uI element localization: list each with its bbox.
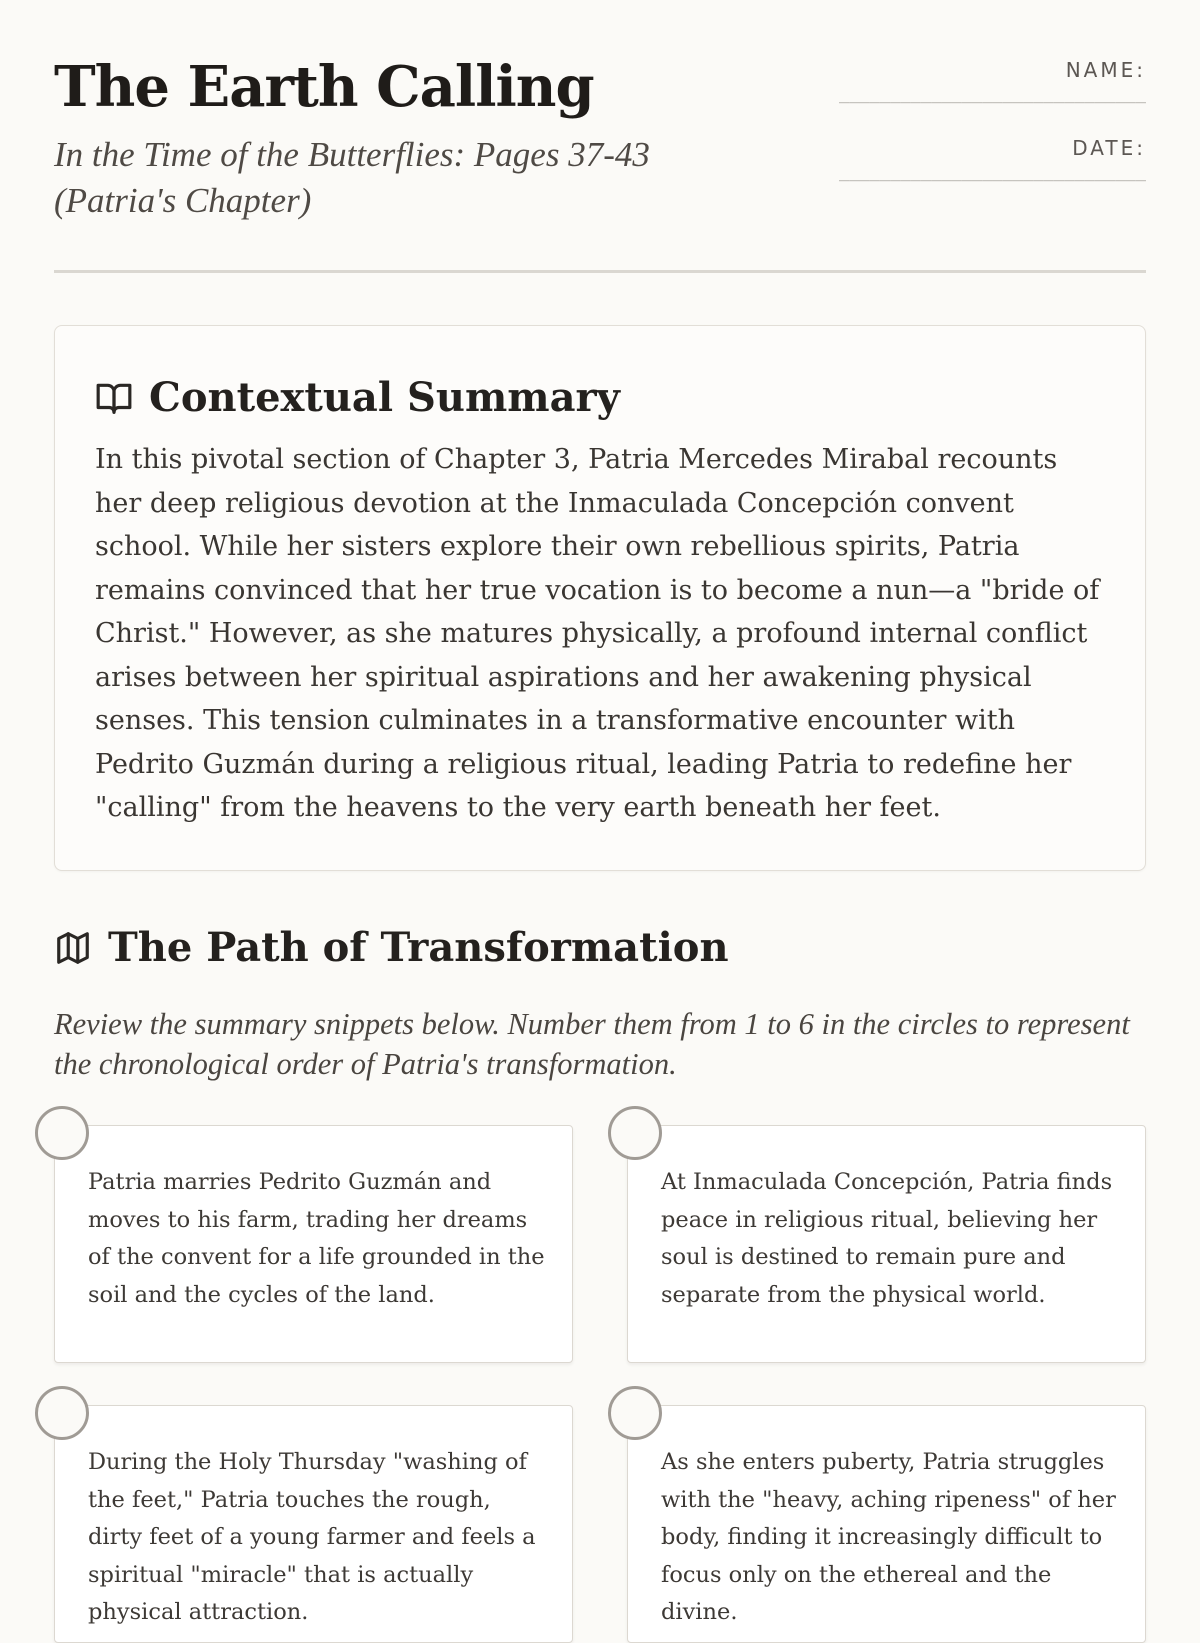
name-field[interactable]: ______________________________: [838, 84, 1146, 104]
worksheet-header: [54, 54, 1146, 273]
date-label: DATE:: [1072, 136, 1146, 160]
summary-card: [54, 325, 1146, 871]
number-circle[interactable]: [35, 1386, 89, 1440]
path-heading-text: The Path of Transformation: [108, 924, 729, 971]
instructions: Review the summary snippets below. Number them from 1 to 6 in the circles to represent the chronological order of Patria's transformation.: [54, 1007, 1130, 1081]
snippet-card: [54, 1125, 573, 1363]
summary-text: In this pivotal section of Chapter 3, Patria Mercedes Mirabal recounts her deep religious devotion at the Inmaculada Concepción convent school. While her sisters explore their own rebellious spirits, Patria remains convinced that her true vocation is to become a nun—a "bride of Christ." However, as she matures physically, a profound internal conflict arises between her spiritual aspirations and her awakening physical senses. This tension culminates in a transformative encounter with Pedrito Guzmán during a religious ritual, leading Patria to redefine her "calling" from the heavens to the very earth beneath her feet.: [95, 444, 1100, 823]
book-open-icon: [95, 379, 133, 417]
number-circle[interactable]: [608, 1386, 662, 1440]
snippet-text: At Inmaculada Concepción, Patria finds peace in religious ritual, believing her soul is destined to remain pure and separate from the physical world.: [661, 1169, 1113, 1308]
snippet-text: Patria marries Pedrito Guzmán and moves to his farm, trading her dreams of the convent for a life grounded in the soil and the cycles of the land.: [88, 1169, 545, 1308]
name-label: NAME:: [1065, 58, 1146, 82]
path-heading: [54, 924, 729, 971]
number-circle[interactable]: [608, 1106, 662, 1160]
snippet-card: [627, 1405, 1146, 1643]
summary-heading-text: Contextual Summary: [149, 374, 620, 421]
worksheet-page: [54, 0, 1146, 1625]
student-info: [766, 54, 1146, 214]
map-icon: [54, 929, 92, 967]
page-title: The Earth Calling: [54, 54, 594, 120]
summary-heading: [95, 374, 620, 421]
snippet-text: As she enters puberty, Patria struggles with the "heavy, aching ripeness" of her body, finding it increasingly difficult to focus only on the ethereal and the divine.: [661, 1449, 1116, 1625]
snippet-card: [627, 1125, 1146, 1363]
page-subtitle: In the Time of the Butterflies: Pages 37-43 (Patria's Chapter): [54, 135, 650, 220]
snippet-text: During the Holy Thursday "washing of the feet," Patria touches the rough, dirty feet of a young farmer and feels a spiritual "miracle" that is actually physical attraction.: [88, 1449, 536, 1625]
snippet-card: [54, 1405, 573, 1643]
date-field[interactable]: ______________________________: [838, 162, 1146, 182]
number-circle[interactable]: [35, 1106, 89, 1160]
